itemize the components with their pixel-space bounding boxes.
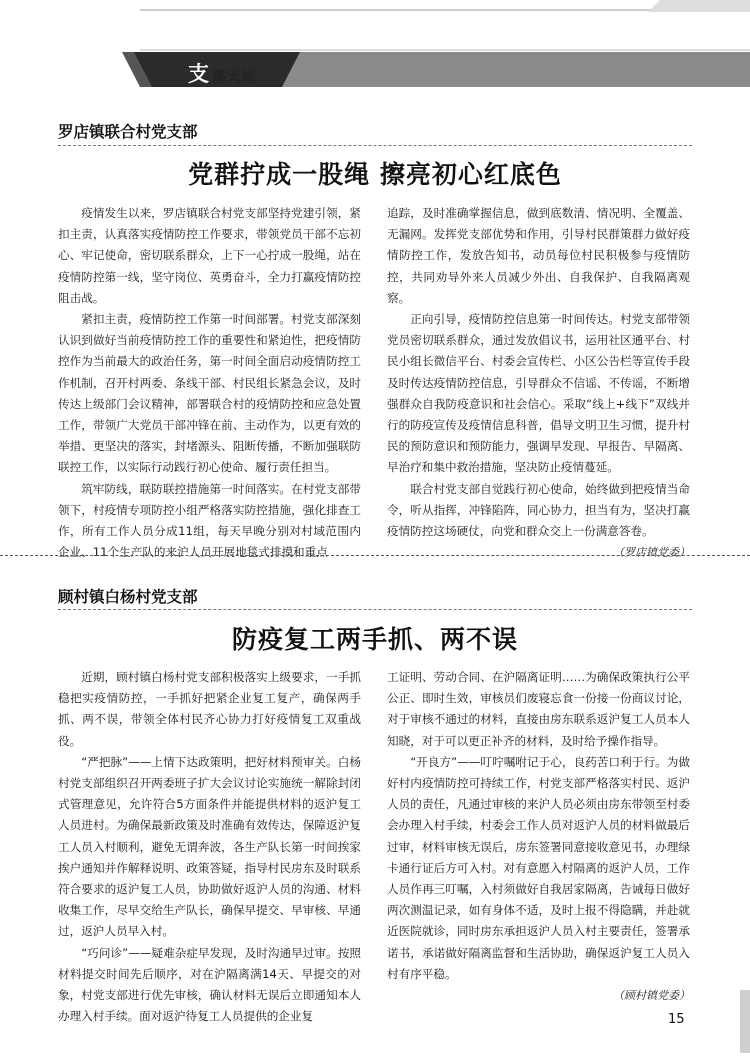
paragraph: 联合村党支部自觉践行初心使命，始终做到把疫情当命令，听从指挥，冲锋陷阵，同心协力，担当有为，坚决打赢疫情防控这场硬仗，向党和群众交上一份满意答卷。 [387,481,690,539]
page-corner-bar [700,990,750,1053]
article-2-right-column [387,667,690,1006]
paragraph: 疫情发生以来，罗店镇联合村党支部坚持党建引领，紧扣主责，认真落实疫情防控工作要求，带领党员干部不忘初心、牢记使命，密切联系群众，上下一心拧成一股绳，站在疫情防控第一线，坚守岗位、英勇奋斗，全力打赢疫情防控阻击战。 [58,206,361,305]
article-1-rule [58,145,692,146]
article-1-right-column [387,203,690,563]
paragraph: “严把脉”——上情下达政策明，把好材料预审关。白杨村党支部组织召开两委班子扩大会议讨论实施统一解除封闭式管理意见，允许符合5方面条件并能提供材料的返沪复工人员进村。为确保最新政策及时准确有效传达，保障返沪复工人员入村顺利，避免无谓奔波，各生产队长第一时间挨家挨户通知并作解释说明、政策答疑，指导村民房东及时联系符合要求的返沪复工人员，协助做好返沪人员的沟通、材料收集工作，尽早交给生产队长，确保早提交、早审核、早通过，返沪人员早入村。 [58,754,361,939]
paragraph: 工证明、劳动合同、在沪隔离证明……为确保政策执行公平公正、即时生效，审核员们废寝忘食一份接一份商议讨论，对于审核不通过的材料，直接由房东联系返沪复工人员本人知晓，对于可以更正补齐的材料，及时给予操作指导。 [387,670,690,748]
article-2-headline: 防疫复工两手抓、两不误 [231,625,518,654]
article-1-headline: 党群拧成一股绳 擦亮初心红底色 [188,160,562,189]
article-2-signature: （顾村镇党委） [613,989,690,1003]
section-divider [0,555,750,556]
paragraph: “开良方”——叮咛嘱咐记于心，良药苦口利于行。为做好村内疫情防控可持续工作，村党支部严格落实村民、返沪人员的责任，凡通过审核的来沪人员必须由房东带领至村委会办理入村手续，村委会工作人员对返沪人员的材料做最后过审，材料审核无误后，房东签署同意接收意见书，办理绿卡通行证后方可入村。对有意愿入村隔离的返沪人员，工作人员作再三叮嘱，入村须做好自我居家隔离，告诫每日做好两次测温记录，如有身体不适，及时上报不得隐瞒，并赴就近医院就诊，同时房东承担返沪人员入村主要责任，签署承诺书，承诺做好隔离监督和生活协助，确保返沪复工人员入村有序平稳。 [387,754,690,981]
section-title-main: 部天地 [212,69,257,85]
paragraph: 紧扣主责，疫情防控工作第一时间部署。村党支部深刻认识到做好当前疫情防控工作的重要性和紧迫性，把疫情防控作为当前最大的政治任务，第一时间全面启动疫情防控工作机制，召开村两委、条线干部、村民组长紧急会议，及时传达上级部门会议精神，部署联合村的疫情防控和应急处置工作，带领广大党员干部冲锋在前、主动作为，以更有效的举措、更坚决的落实，封堵源头、阻断传播，不断加强联防联控工作，以实际行动践行初心使命、履行责任担当。 [58,312,361,475]
section-banner [0,0,750,92]
page-number: 15 [668,1012,685,1027]
article-2-org: 顾村镇白杨村党支部 [58,587,198,606]
paragraph: “巧问诊”——疑难杂症早发现，及时沟通早过审。按照材料提交时间先后顺序，对在沪隔离满14天、早提交的对象，村党支部进行优先审核，确认材料无误后立即通知本人办理入村手续。面对返沪待复工人员提供的企业复 [58,945,361,1024]
article-2-left-column [58,667,361,1027]
paragraph: 近期，顾村镇白杨村党支部积极落实上级要求，一手抓稳把实疫情防控，一手抓好把紧企业复工复产，确保两手抓、两不误，带领全体村民齐心协力打好疫情复工双重战役。 [58,670,361,748]
section-title-prefix: 支 [188,62,210,86]
article-2-rule [58,609,692,610]
section-title [188,58,257,88]
article-1-left-column [58,203,361,563]
banner-graphic [0,0,750,92]
article-1-org: 罗店镇联合村党支部 [58,122,198,141]
article-1-signature: （罗店镇党委） [613,546,690,560]
paragraph: 筑牢防线，联防联控措施第一时间落实。在村党支部带领下，村疫情专项防控小组严格落实防控措施，强化排查工作，所有工作人员分成11组，每天早晚分别对村域范围内企业、11个生产队的来沪人员开展地毯式排摸和重点 [58,481,361,560]
paragraph: 正向引导，疫情防控信息第一时间传达。村党支部带领党员密切联系群众，通过发放倡议书，运用社区通平台、村民小组长微信平台、村委会宣传栏、小区公告栏等宣传手段及时传达疫情防控信息，引导群众不信谣、不传谣，不断增强群众自我防疫意识和社会信心。采取“线上+线下”双线并行的防疫宣传及疫情信息科普，倡导文明卫生习惯，提升村民的预防意识和预防能力，强调早发现、早报告、早隔离、早治疗和集中救治措施，坚决防止疫情蔓延。 [387,312,690,475]
paragraph: 追踪，及时准确掌握信息，做到底数清、情况明、全覆盖、无漏网。发挥党支部优势和作用，引导村民群策群力做好疫情防控工作，发放告知书，动员每位村民积极参与疫情防控，共同劝导外来人员减少外出、自我保护、自我隔离观察。 [387,206,690,305]
